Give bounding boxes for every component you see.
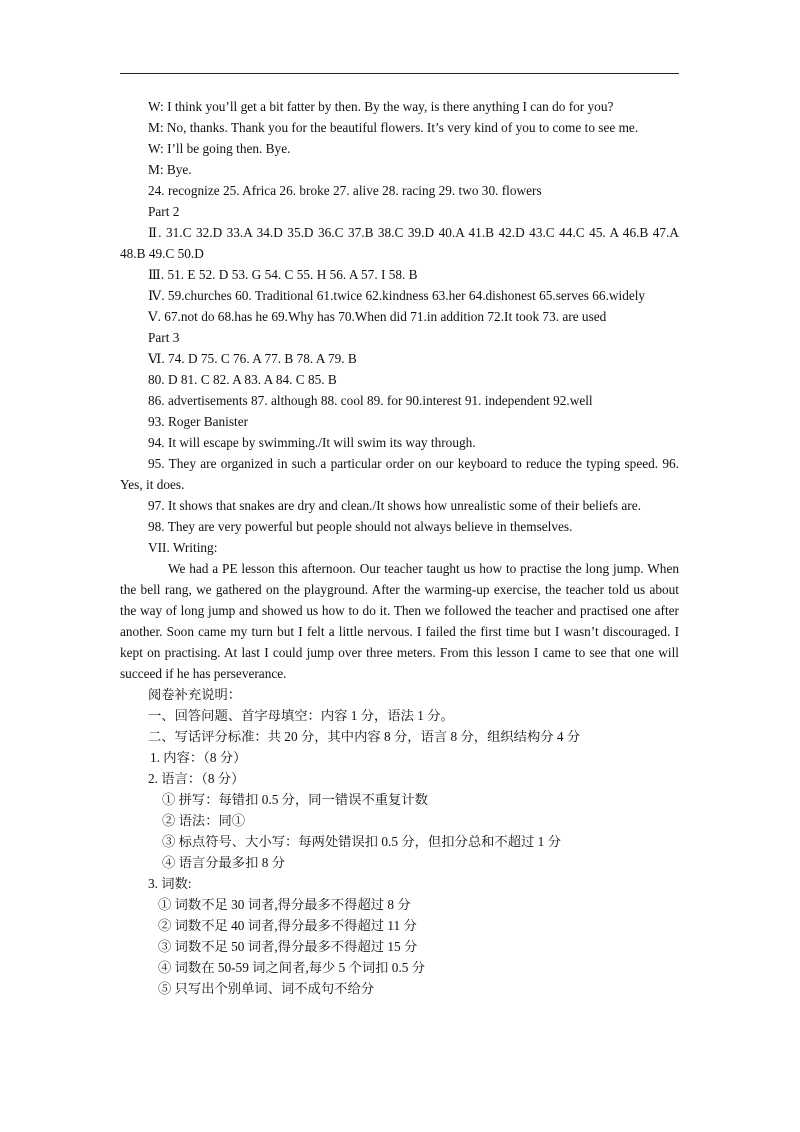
dialogue-line: W: I think you’ll get a bit fatter by then. By the way, is there anything I can do for you? [148,99,614,114]
grading-note: 一、回答问题、首字母填空：内容 1 分，语法 1 分。 [148,708,454,723]
grading-notes-title: 阅卷补充说明： [148,687,242,702]
grading-note: 二、写话评分标准：共 20 分，其中内容 8 分，语言 8 分，组织结构分 4 分 [148,729,581,744]
answers-section-6: Ⅵ. 74. D 75. C 76. A 77. B 78. A 79. B [148,351,357,366]
answers-80-85: 80. D 81. C 82. A 83. A 84. C 85. B [148,372,337,387]
grading-note: 2. 语言：（8 分） [148,771,245,786]
answers-24-30: 24. recognize 25. Africa 26. broke 27. alive 28. racing 29. two 30. flowers [148,183,542,198]
answers-section-2: Ⅱ. 31.C 32.D 33.A 34.D 35.D 36.C 37.B 38.C 39.D 40.A 41.B 42.D 43.C 44.C 45. A 46.B 47.A 48.B 49.C 50.D [120,225,679,261]
answer-97: 97. It shows that snakes are dry and clean./It shows how unrealistic some of their beliefs are. [148,498,641,513]
writing-sample-essay: We had a PE lesson this afternoon. Our teacher taught us how to practise the long jump. When the bell rang, we gathered on the playground. After the warming-up exercise, the teacher told us about the way of long jump and showed us how to do it. Then we followed the teacher and practised one after another. Soon came my turn but I felt a little nervous. I failed the first time but I wasn’t discouraged. I kept on practising. At last I could jump over three meters. From this lesson I came to see that one will succeed if he has perseverance. [120,561,679,681]
answer-key-content [120,96,679,999]
header-rule [120,73,679,74]
grading-subnote: ③ 标点符号、大小写：每两处错误扣 0.5 分，但扣分总和不超过 1 分 [162,834,561,849]
answers-section-4: Ⅳ. 59.churches 60. Traditional 61.twice 62.kindness 63.her 64.dishonest 65.serves 66.widely [148,288,646,303]
answer-93: 93. Roger Banister [148,414,249,429]
answers-95-96: 95. They are organized in such a particular order on our keyboard to reduce the typing speed. 96. Yes, it does. [120,456,679,492]
dialogue-line: M: Bye. [148,162,192,177]
dialogue-line: M: No, thanks. Thank you for the beautiful flowers. It’s very kind of you to come to see me. [148,120,639,135]
answer-98: 98. They are very powerful but people should not always believe in themselves. [148,519,573,534]
grading-subnote: ② 词数不足 40 词者,得分最多不得超过 11 分 [158,918,417,933]
grading-subnote: ④ 语言分最多扣 8 分 [162,855,285,870]
section-heading: Part 3 [148,330,180,345]
grading-note: 1. 内容：（8 分） [150,750,247,765]
section-heading: Part 2 [148,204,180,219]
grading-note: 3. 词数: [148,876,192,891]
writing-heading: VII. Writing: [148,540,218,555]
answers-86-92: 86. advertisements 87. although 88. cool 89. for 90.interest 91. independent 92.well [148,393,593,408]
answers-section-3: Ⅲ. 51. E 52. D 53. G 54. C 55. H 56. A 57. I 58. B [148,267,418,282]
dialogue-line: W: I’ll be going then. Bye. [148,141,291,156]
answer-94: 94. It will escape by swimming./It will swim its way through. [148,435,476,450]
grading-subnote: ② 语法：同① [162,813,246,828]
grading-subnote: ④ 词数在 50-59 词之间者,每少 5 个词扣 0.5 分 [158,960,426,975]
grading-subnote: ③ 词数不足 50 词者,得分最多不得超过 15 分 [158,939,418,954]
grading-subnote: ① 词数不足 30 词者,得分最多不得超过 8 分 [158,897,411,912]
answers-section-5: Ⅴ. 67.not do 68.has he 69.Why has 70.When did 71.in addition 72.It took 73. are used [148,309,607,324]
grading-subnote: ① 拼写：每错扣 0.5 分，同一错误不重复计数 [162,792,428,807]
grading-subnote: ⑤ 只写出个别单词、词不成句不给分 [158,981,375,996]
